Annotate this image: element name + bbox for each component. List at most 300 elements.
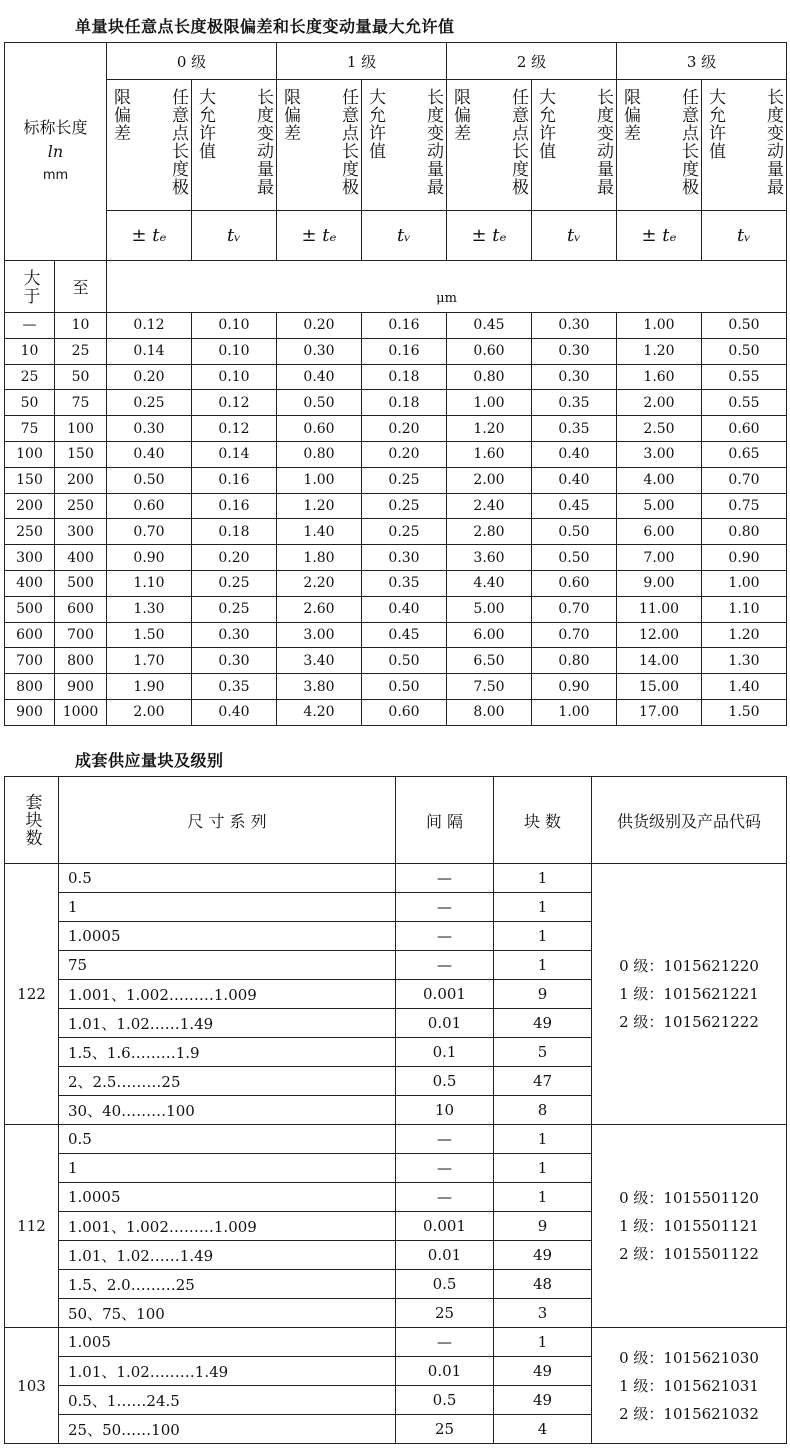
interval-cell: — [396, 893, 494, 922]
value-cell: 15.00 [617, 674, 702, 700]
value-cell: 4.20 [277, 699, 362, 725]
te-symbol-cell: ± tₑ [107, 211, 192, 261]
pieces-cell: 3 [494, 1299, 592, 1328]
nominal-length-label: 标称长度 [23, 117, 88, 137]
range-from-cell: 500 [5, 596, 55, 622]
value-cell: 0.30 [532, 338, 617, 364]
value-cell: 1.00 [702, 570, 787, 596]
value-cell: 0.35 [362, 570, 447, 596]
range-from-cell: 400 [5, 570, 55, 596]
tv-desc-left: 大允许值 [365, 88, 386, 160]
pieces-cell: 48 [494, 1270, 592, 1299]
value-cell: 0.25 [362, 493, 447, 519]
size-series-cell: 1.01、1.02……1.49 [59, 1009, 396, 1038]
size-series-cell: 1.001、1.002………1.009 [59, 1212, 396, 1241]
value-cell: 0.40 [532, 467, 617, 493]
table-row [5, 648, 787, 674]
pieces-cell: 1 [494, 1183, 592, 1212]
pieces-cell: 49 [494, 1009, 592, 1038]
value-cell: 1.20 [447, 416, 532, 442]
range-to-cell: 300 [55, 519, 107, 545]
range-to-cell: 100 [55, 416, 107, 442]
value-cell: 0.90 [702, 545, 787, 571]
table-row [5, 519, 787, 545]
range-from-cell: 600 [5, 622, 55, 648]
tv-description-cell [192, 80, 277, 211]
value-cell: 1.00 [617, 313, 702, 339]
value-cell: 0.70 [532, 622, 617, 648]
range-to-cell: 50 [55, 364, 107, 390]
pieces-cell: 1 [494, 922, 592, 951]
te-desc-left: 限偏差 [280, 88, 301, 142]
value-cell: 0.16 [192, 493, 277, 519]
value-cell: 2.60 [277, 596, 362, 622]
value-cell: 0.45 [362, 622, 447, 648]
interval-cell: 0.01 [396, 1241, 494, 1270]
size-series-cell: 1.01、1.02………1.49 [59, 1357, 396, 1386]
value-cell: 0.25 [192, 596, 277, 622]
value-cell: 1.60 [617, 364, 702, 390]
table-row [5, 596, 787, 622]
range-from-cell: 300 [5, 545, 55, 571]
pieces-cell: 49 [494, 1241, 592, 1270]
tv-description-cell [702, 80, 787, 211]
value-cell: 3.60 [447, 545, 532, 571]
value-cell: 1.20 [702, 622, 787, 648]
value-cell: 0.10 [192, 364, 277, 390]
interval-cell: — [396, 1154, 494, 1183]
value-cell: 0.65 [702, 441, 787, 467]
te-desc-left: 限偏差 [110, 88, 131, 142]
table-row [5, 622, 787, 648]
set-count-cell: 122 [5, 864, 59, 1125]
te-desc-left: 限偏差 [620, 88, 641, 142]
value-cell: 3.00 [617, 441, 702, 467]
value-cell: 0.50 [107, 467, 192, 493]
tv-desc-left: 大允许值 [535, 88, 556, 160]
size-series-cell: 1.0005 [59, 1183, 396, 1212]
value-cell: 0.60 [277, 416, 362, 442]
value-cell: 0.55 [702, 364, 787, 390]
value-cell: 1.50 [107, 622, 192, 648]
value-cell: 11.00 [617, 596, 702, 622]
product-code: 2 级：1015621032 [619, 1404, 759, 1423]
value-cell: 0.12 [192, 390, 277, 416]
value-cell: 6.50 [447, 648, 532, 674]
value-cell: 0.20 [107, 364, 192, 390]
pieces-cell: 47 [494, 1067, 592, 1096]
interval-cell: — [396, 1125, 494, 1154]
tv-desc-right: 长度变动量最 [423, 88, 444, 196]
tv-desc-left: 大允许值 [705, 88, 726, 160]
size-series-cell: 75 [59, 951, 396, 980]
value-cell: 6.00 [617, 519, 702, 545]
value-cell: 0.75 [702, 493, 787, 519]
pieces-cell: 1 [494, 1125, 592, 1154]
value-cell: 0.40 [107, 441, 192, 467]
value-cell: 0.80 [277, 441, 362, 467]
grade-1-header: 1 级 [277, 43, 447, 80]
value-cell: 0.70 [107, 519, 192, 545]
value-cell: 1.10 [107, 570, 192, 596]
table-row [5, 338, 787, 364]
size-series-cell: 1.0005 [59, 922, 396, 951]
size-series-cell: 1.001、1.002………1.009 [59, 980, 396, 1009]
value-cell: 1.90 [107, 674, 192, 700]
range-from-cell: 900 [5, 699, 55, 725]
table-row [5, 674, 787, 700]
value-cell: 0.20 [362, 416, 447, 442]
table-row [5, 467, 787, 493]
table-row [5, 1328, 787, 1357]
range-from-cell: — [5, 313, 55, 339]
value-cell: 0.45 [532, 493, 617, 519]
value-cell: 7.00 [617, 545, 702, 571]
value-cell: 5.00 [447, 596, 532, 622]
range-to-cell: 1000 [55, 699, 107, 725]
value-cell: 3.00 [277, 622, 362, 648]
interval-cell: 0.01 [396, 1357, 494, 1386]
tv-desc-left: 大允许值 [195, 88, 216, 160]
value-cell: 1.40 [702, 674, 787, 700]
range-from-cell: 75 [5, 416, 55, 442]
te-desc-right: 任意点长度极 [508, 88, 529, 196]
te-description-cell [107, 80, 192, 211]
value-cell: 2.40 [447, 493, 532, 519]
pieces-cell: 49 [494, 1386, 592, 1415]
value-cell: 2.50 [617, 416, 702, 442]
te-symbol-cell: ± tₑ [447, 211, 532, 261]
value-cell: 0.60 [362, 699, 447, 725]
product-code: 2 级：1015621222 [619, 1013, 759, 1031]
value-cell: 0.50 [532, 519, 617, 545]
range-from-cell: 200 [5, 493, 55, 519]
value-cell: 0.12 [192, 416, 277, 442]
tv-symbol-cell: tᵥ [362, 211, 447, 261]
value-cell: 1.00 [532, 699, 617, 725]
product-code: 2 级：1015501122 [619, 1245, 759, 1263]
tolerance-table [4, 42, 787, 726]
product-code: 1 级：1015501121 [619, 1217, 759, 1235]
pieces-cell: 1 [494, 1328, 592, 1357]
pieces-cell: 49 [494, 1357, 592, 1386]
product-code: 0 级：1015621030 [619, 1348, 759, 1367]
product-code: 0 级：1015501120 [619, 1189, 759, 1207]
pieces-cell: 8 [494, 1096, 592, 1125]
table-row [5, 493, 787, 519]
te-description-cell [277, 80, 362, 211]
tv-desc-right: 长度变动量最 [763, 88, 784, 196]
size-series-cell: 30、40………100 [59, 1096, 396, 1125]
size-series-header: 尺 寸 系 列 [59, 777, 396, 864]
value-cell: 4.40 [447, 570, 532, 596]
pieces-cell: 1 [494, 951, 592, 980]
grade-2-header: 2 级 [447, 43, 617, 80]
value-cell: 0.16 [362, 338, 447, 364]
grade-code-header: 供货级别及产品代码 [592, 777, 787, 864]
interval-cell: 25 [396, 1299, 494, 1328]
interval-cell: 10 [396, 1096, 494, 1125]
tv-symbol-cell: tᵥ [192, 211, 277, 261]
size-series-cell: 0.5 [59, 1125, 396, 1154]
value-cell: 0.55 [702, 390, 787, 416]
tv-description-cell [532, 80, 617, 211]
range-from-cell: 50 [5, 390, 55, 416]
value-cell: 2.00 [107, 699, 192, 725]
value-cell: 0.90 [532, 674, 617, 700]
nominal-length-symbol: ln [47, 141, 64, 161]
range-to-cell: 600 [55, 596, 107, 622]
pieces-cell: 9 [494, 980, 592, 1009]
value-cell: 0.90 [107, 545, 192, 571]
sets-table [4, 776, 787, 1444]
value-cell: 4.00 [617, 467, 702, 493]
value-cell: 0.30 [532, 364, 617, 390]
interval-cell: 0.01 [396, 1009, 494, 1038]
value-cell: 1.50 [702, 699, 787, 725]
value-cell: 0.60 [532, 570, 617, 596]
pieces-header: 块 数 [494, 777, 592, 864]
size-series-cell: 25、50……100 [59, 1415, 396, 1444]
value-cell: 7.50 [447, 674, 532, 700]
range-to-cell: 25 [55, 338, 107, 364]
product-code: 1 级：1015621221 [619, 985, 759, 1003]
set-count-cell: 112 [5, 1125, 59, 1328]
range-to-cell: 900 [55, 674, 107, 700]
range-from-cell: 250 [5, 519, 55, 545]
value-cell: 1.00 [277, 467, 362, 493]
interval-cell: 0.5 [396, 1386, 494, 1415]
size-series-cell: 50、75、100 [59, 1299, 396, 1328]
te-description-cell [617, 80, 702, 211]
nominal-length-unit: mm [42, 167, 69, 183]
value-cell: 1.20 [617, 338, 702, 364]
table-row [5, 570, 787, 596]
value-cell: 0.80 [702, 519, 787, 545]
value-cell: 0.18 [362, 364, 447, 390]
value-cell: 2.00 [447, 467, 532, 493]
table-row [5, 864, 787, 893]
value-cell: 0.14 [192, 441, 277, 467]
value-cell: 0.40 [192, 699, 277, 725]
value-cell: 2.20 [277, 570, 362, 596]
interval-cell: — [396, 1328, 494, 1357]
count-set-header: 套块数 [5, 777, 59, 864]
value-cell: 1.80 [277, 545, 362, 571]
value-cell: 2.00 [617, 390, 702, 416]
interval-cell: 0.1 [396, 1038, 494, 1067]
value-cell: 0.30 [277, 338, 362, 364]
nominal-length-header [5, 43, 107, 261]
tv-description-cell [362, 80, 447, 211]
product-code: 0 级：1015621220 [619, 957, 759, 975]
te-desc-right: 任意点长度极 [678, 88, 699, 196]
value-cell: 0.10 [192, 338, 277, 364]
table-row [5, 313, 787, 339]
te-desc-left: 限偏差 [450, 88, 471, 142]
size-series-cell: 0.5、1……24.5 [59, 1386, 396, 1415]
interval-cell: 0.001 [396, 980, 494, 1009]
value-cell: 0.25 [192, 570, 277, 596]
value-cell: 0.50 [702, 338, 787, 364]
table-row [5, 364, 787, 390]
table2-title: 成套供应量块及级别 [75, 751, 224, 770]
table-row [5, 1125, 787, 1154]
table-row [5, 545, 787, 571]
range-to-cell: 250 [55, 493, 107, 519]
value-cell: 1.00 [447, 390, 532, 416]
range-from-cell: 25 [5, 364, 55, 390]
pieces-cell: 1 [494, 1154, 592, 1183]
above-header: 大于 [5, 261, 55, 313]
value-cell: 0.25 [107, 390, 192, 416]
pieces-cell: 1 [494, 893, 592, 922]
product-codes-cell [592, 864, 787, 1125]
size-series-cell: 1.5、1.6………1.9 [59, 1038, 396, 1067]
value-cell: 1.60 [447, 441, 532, 467]
value-cell: 1.30 [107, 596, 192, 622]
size-series-cell: 1.01、1.02……1.49 [59, 1241, 396, 1270]
size-series-cell: 2、2.5………25 [59, 1067, 396, 1096]
value-cell: 0.50 [532, 545, 617, 571]
value-cell: 0.40 [532, 441, 617, 467]
value-cell: 0.70 [702, 467, 787, 493]
value-cell: 0.30 [107, 416, 192, 442]
interval-cell: 25 [396, 1415, 494, 1444]
value-cell: 3.80 [277, 674, 362, 700]
value-cell: 0.50 [702, 313, 787, 339]
range-to-cell: 800 [55, 648, 107, 674]
unit-cell: μm [107, 261, 787, 313]
value-cell: 0.25 [362, 467, 447, 493]
value-cell: 0.12 [107, 313, 192, 339]
value-cell: 0.60 [107, 493, 192, 519]
value-cell: 0.35 [532, 390, 617, 416]
value-cell: 2.80 [447, 519, 532, 545]
product-code: 1 级：1015621031 [619, 1376, 759, 1395]
value-cell: 1.40 [277, 519, 362, 545]
range-to-cell: 700 [55, 622, 107, 648]
pieces-cell: 4 [494, 1415, 592, 1444]
table-row [5, 416, 787, 442]
value-cell: 0.35 [192, 674, 277, 700]
value-cell: 0.80 [447, 364, 532, 390]
value-cell: 0.20 [192, 545, 277, 571]
value-cell: 0.50 [362, 648, 447, 674]
tv-desc-right: 长度变动量最 [253, 88, 274, 196]
value-cell: 0.30 [192, 622, 277, 648]
value-cell: 0.60 [702, 416, 787, 442]
grade-3-header: 3 级 [617, 43, 787, 80]
product-codes-cell [592, 1125, 787, 1328]
value-cell: 0.60 [447, 338, 532, 364]
value-cell: 0.40 [362, 596, 447, 622]
value-cell: 0.14 [107, 338, 192, 364]
value-cell: 1.10 [702, 596, 787, 622]
value-cell: 0.35 [532, 416, 617, 442]
product-codes-cell [592, 1328, 787, 1444]
value-cell: 0.70 [532, 596, 617, 622]
tv-desc-right: 长度变动量最 [593, 88, 614, 196]
value-cell: 8.00 [447, 699, 532, 725]
value-cell: 12.00 [617, 622, 702, 648]
value-cell: 0.16 [192, 467, 277, 493]
value-cell: 1.20 [277, 493, 362, 519]
tv-symbol-cell: tᵥ [702, 211, 787, 261]
range-from-cell: 800 [5, 674, 55, 700]
range-from-cell: 150 [5, 467, 55, 493]
value-cell: 0.20 [362, 441, 447, 467]
size-series-cell: 1 [59, 1154, 396, 1183]
te-description-cell [447, 80, 532, 211]
value-cell: 0.50 [362, 674, 447, 700]
interval-cell: — [396, 922, 494, 951]
value-cell: 1.70 [107, 648, 192, 674]
interval-cell: 0.5 [396, 1270, 494, 1299]
range-from-cell: 10 [5, 338, 55, 364]
interval-cell: 0.001 [396, 1212, 494, 1241]
value-cell: 17.00 [617, 699, 702, 725]
range-to-cell: 10 [55, 313, 107, 339]
value-cell: 0.30 [532, 313, 617, 339]
value-cell: 0.80 [532, 648, 617, 674]
range-from-cell: 100 [5, 441, 55, 467]
pieces-cell: 1 [494, 864, 592, 893]
value-cell: 5.00 [617, 493, 702, 519]
set-count-cell: 103 [5, 1328, 59, 1444]
value-cell: 6.00 [447, 622, 532, 648]
interval-cell: — [396, 1183, 494, 1212]
interval-cell: 0.5 [396, 1067, 494, 1096]
table-row [5, 441, 787, 467]
table-row [5, 699, 787, 725]
value-cell: 0.40 [277, 364, 362, 390]
interval-cell: — [396, 864, 494, 893]
range-to-cell: 200 [55, 467, 107, 493]
range-to-cell: 75 [55, 390, 107, 416]
pieces-cell: 5 [494, 1038, 592, 1067]
value-cell: 0.30 [192, 648, 277, 674]
te-desc-right: 任意点长度极 [338, 88, 359, 196]
value-cell: 9.00 [617, 570, 702, 596]
value-cell: 0.20 [277, 313, 362, 339]
value-cell: 0.45 [447, 313, 532, 339]
te-desc-right: 任意点长度极 [168, 88, 189, 196]
interval-header: 间 隔 [396, 777, 494, 864]
range-to-cell: 400 [55, 545, 107, 571]
range-to-cell: 150 [55, 441, 107, 467]
size-series-cell: 0.5 [59, 864, 396, 893]
value-cell: 0.16 [362, 313, 447, 339]
value-cell: 0.18 [192, 519, 277, 545]
te-symbol-cell: ± tₑ [617, 211, 702, 261]
interval-cell: — [396, 951, 494, 980]
to-header: 至 [55, 261, 107, 313]
value-cell: 14.00 [617, 648, 702, 674]
size-series-cell: 1.5、2.0………25 [59, 1270, 396, 1299]
size-series-cell: 1 [59, 893, 396, 922]
size-series-cell: 1.005 [59, 1328, 396, 1357]
value-cell: 1.30 [702, 648, 787, 674]
grade-0-header: 0 级 [107, 43, 277, 80]
value-cell: 0.30 [362, 545, 447, 571]
value-cell: 0.50 [277, 390, 362, 416]
pieces-cell: 9 [494, 1212, 592, 1241]
table1-title: 单量块任意点长度极限偏差和长度变动量最大允许值 [75, 17, 455, 36]
range-from-cell: 700 [5, 648, 55, 674]
value-cell: 3.40 [277, 648, 362, 674]
tv-symbol-cell: tᵥ [532, 211, 617, 261]
